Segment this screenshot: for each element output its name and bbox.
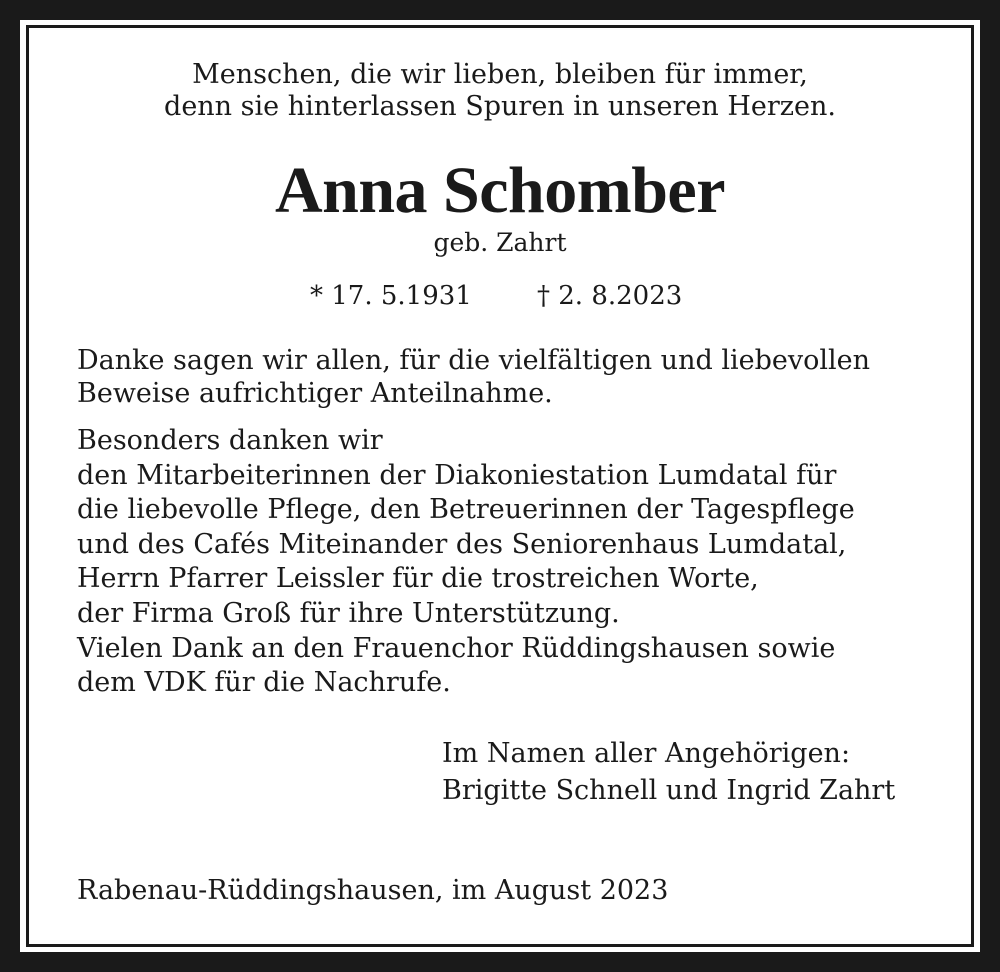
- memorial-motto: Menschen, die wir lieben, bleiben für immer, denn sie hinterlassen Spuren in unseren Herzen.: [164, 59, 836, 122]
- death-date: † 2. 8.2023: [537, 281, 683, 311]
- deceased-name: Anna Schomber: [274, 154, 726, 227]
- family-signature: Im Namen aller Angehörigen: Brigitte Schnell und Ingrid Zahrt: [442, 738, 896, 806]
- maiden-name: geb. Zahrt: [433, 228, 567, 257]
- place-and-date: Rabenau-Rüddingshausen, im August 2023: [77, 875, 669, 906]
- thanks-detail-paragraph: Besonders danken wir den Mitarbeiterinnen der Diakoniestation Lumdatal für die liebevolle Pflege, den Betreuerinnen der Tagespflege und des Cafés Miteinander des Seniorenhaus Lumdatal, Herrn Pfarrer Leissler für die trostreichen Worte, der Firma Groß für ihre Unterstützung. Vielen Dank an den Frauenchor Rüddingshausen sowie dem VDK für die Nachrufe.: [77, 425, 855, 699]
- birth-date: * 17. 5.1931: [310, 281, 472, 311]
- thanks-intro-paragraph: Danke sagen wir allen, für die vielfältigen und liebevollen Beweise aufrichtiger Anteilnahme.: [77, 345, 870, 409]
